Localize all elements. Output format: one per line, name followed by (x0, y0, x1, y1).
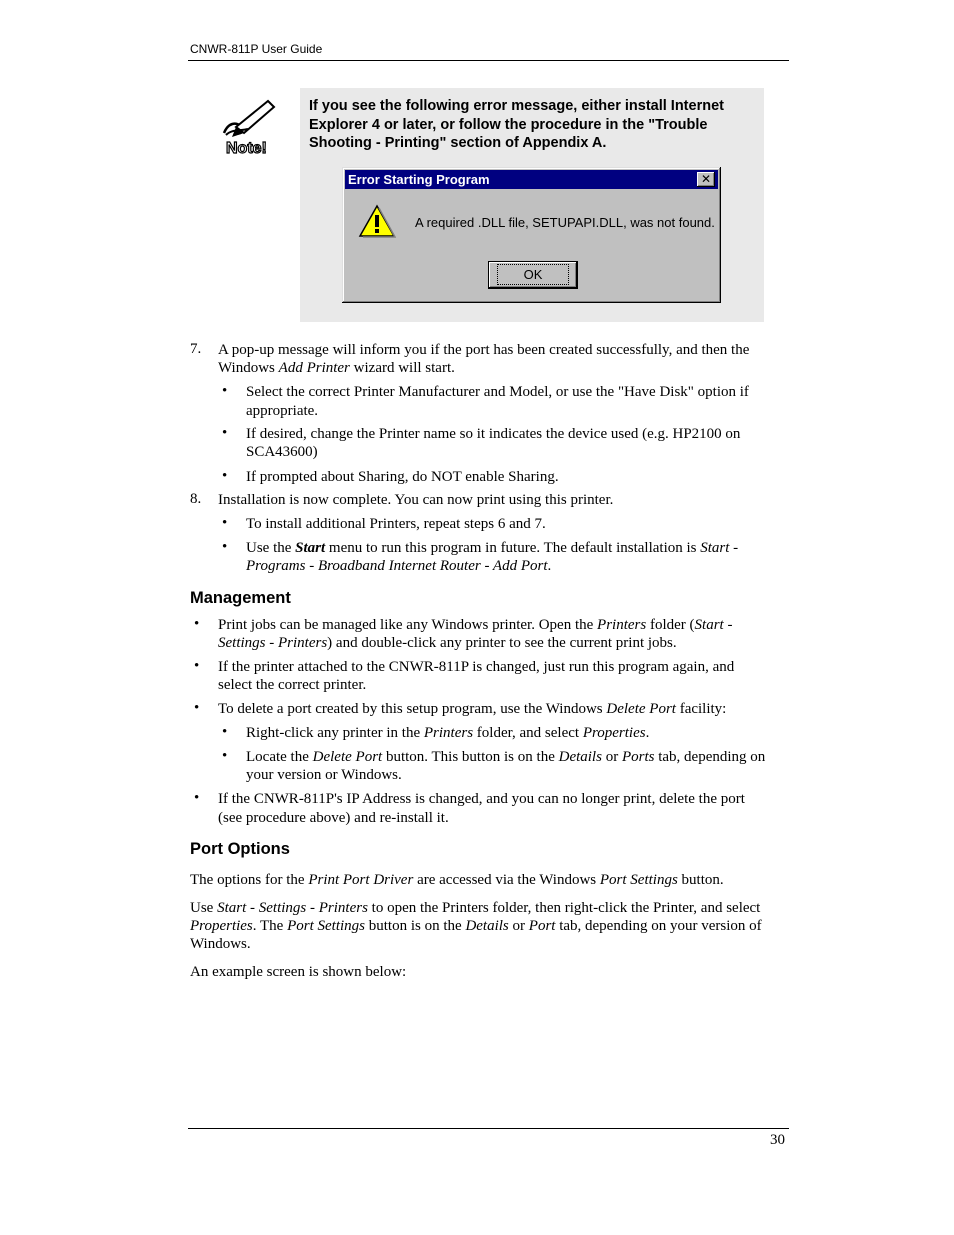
dialog-message: A required .DLL file, SETUPAPI.DLL, was not found. (415, 215, 715, 230)
bullet-marker: • (222, 515, 228, 531)
bullet-marker: • (194, 790, 200, 806)
dialog-title: Error Starting Program (348, 172, 490, 187)
step-7-line-1: A pop-up message will inform you if the port has been created successfully, and then the (218, 342, 750, 358)
management-item-2-line-2: select the correct printer. (218, 677, 367, 693)
footer-rule (188, 1128, 789, 1129)
header-rule (188, 60, 789, 61)
management-item-2-line-1: If the printer attached to the CNWR-811P is changed, just run this program again, and (218, 659, 735, 675)
management-sub-item-2-line-2: your version or Windows. (246, 767, 402, 783)
ok-button[interactable] (489, 262, 577, 288)
management-item-1-line-2: Settings - Printers) and double-click any printer to see the current print jobs. (218, 635, 677, 651)
port-options-para-2-line-1: Use Start - Settings - Printers to open the Printers folder, then right-click the Printer, and select (190, 900, 761, 916)
management-sub-item-1: Right-click any printer in the Printers folder, and select Properties. (246, 725, 650, 741)
page-number: 30 (770, 1132, 785, 1148)
close-icon[interactable]: ✕ (697, 172, 715, 187)
management-item-4-line-1: If the CNWR-811P's IP Address is changed, and you can no longer print, delete the port (218, 791, 745, 807)
step-8-line-1: Installation is now complete. You can now print using this printer. (218, 492, 614, 508)
step-number: 7. (190, 341, 202, 357)
step-number: 8. (190, 491, 202, 507)
step-7-line-2: Windows Add Printer wizard will start. (218, 360, 455, 376)
step-7-bullet-1-line-2: appropriate. (246, 403, 319, 419)
port-options-para-1: The options for the Print Port Driver are accessed via the Windows Port Settings button. (190, 872, 724, 888)
management-item-3: To delete a port created by this setup program, use the Windows Delete Port facility: (218, 701, 727, 717)
bullet-marker: • (222, 724, 228, 740)
step-7-bullet-3: If prompted about Sharing, do NOT enable Sharing. (246, 469, 559, 485)
bullet-marker: • (222, 468, 228, 484)
management-sub-item-2-line-1: Locate the Delete Port button. This button is on the Details or Ports tab, depending on (246, 749, 766, 765)
management-item-1-line-1: Print jobs can be managed like any Windows printer. Open the Printers folder (Start - (218, 617, 733, 633)
step-8-bullet-2-line-2: Programs - Broadband Internet Router - Add Port. (246, 558, 552, 574)
note-pen-icon (218, 97, 278, 157)
step-7-bullet-2-line-2: SCA43600) (246, 444, 318, 460)
header-title: CNWR-811P User Guide (190, 42, 323, 56)
bullet-marker: • (222, 748, 228, 764)
bullet-marker: • (194, 658, 200, 674)
note-icon-label: Note! (226, 140, 267, 157)
step-8-bullet-1: To install additional Printers, repeat steps 6 and 7. (246, 516, 546, 532)
bullet-marker: • (222, 425, 228, 441)
note-text: If you see the following error message, either install Internet Explorer 4 or later, or follow the procedure in the "Trouble Shooting - Printing" section of Appendix A. (309, 98, 724, 151)
step-7-bullet-1-line-1: Select the correct Printer Manufacturer and Model, or use the "Have Disk" option if (246, 384, 749, 400)
management-item-4-line-2: (see procedure above) and re-install it. (218, 810, 449, 826)
step-8-bullet-2-line-1: Use the Start menu to run this program in future. The default installation is Start - (246, 540, 739, 556)
ok-button-label: OK (500, 267, 567, 282)
step-7-bullet-2-line-1: If desired, change the Printer name so it indicates the device used (e.g. HP2100 on (246, 426, 741, 442)
bullet-marker: • (194, 700, 200, 716)
port-options-para-2-line-2: Properties. The Port Settings button is on the Details or Port tab, depending on your version of (190, 918, 762, 934)
bullet-marker: • (194, 616, 200, 632)
port-options-heading: Port Options (190, 840, 290, 858)
bullet-marker: • (222, 539, 228, 555)
bullet-marker: • (222, 383, 228, 399)
warning-icon (358, 203, 396, 241)
management-heading: Management (190, 589, 291, 607)
port-options-para-2-line-3: Windows. (190, 936, 251, 952)
port-options-para-3: An example screen is shown below: (190, 964, 407, 980)
